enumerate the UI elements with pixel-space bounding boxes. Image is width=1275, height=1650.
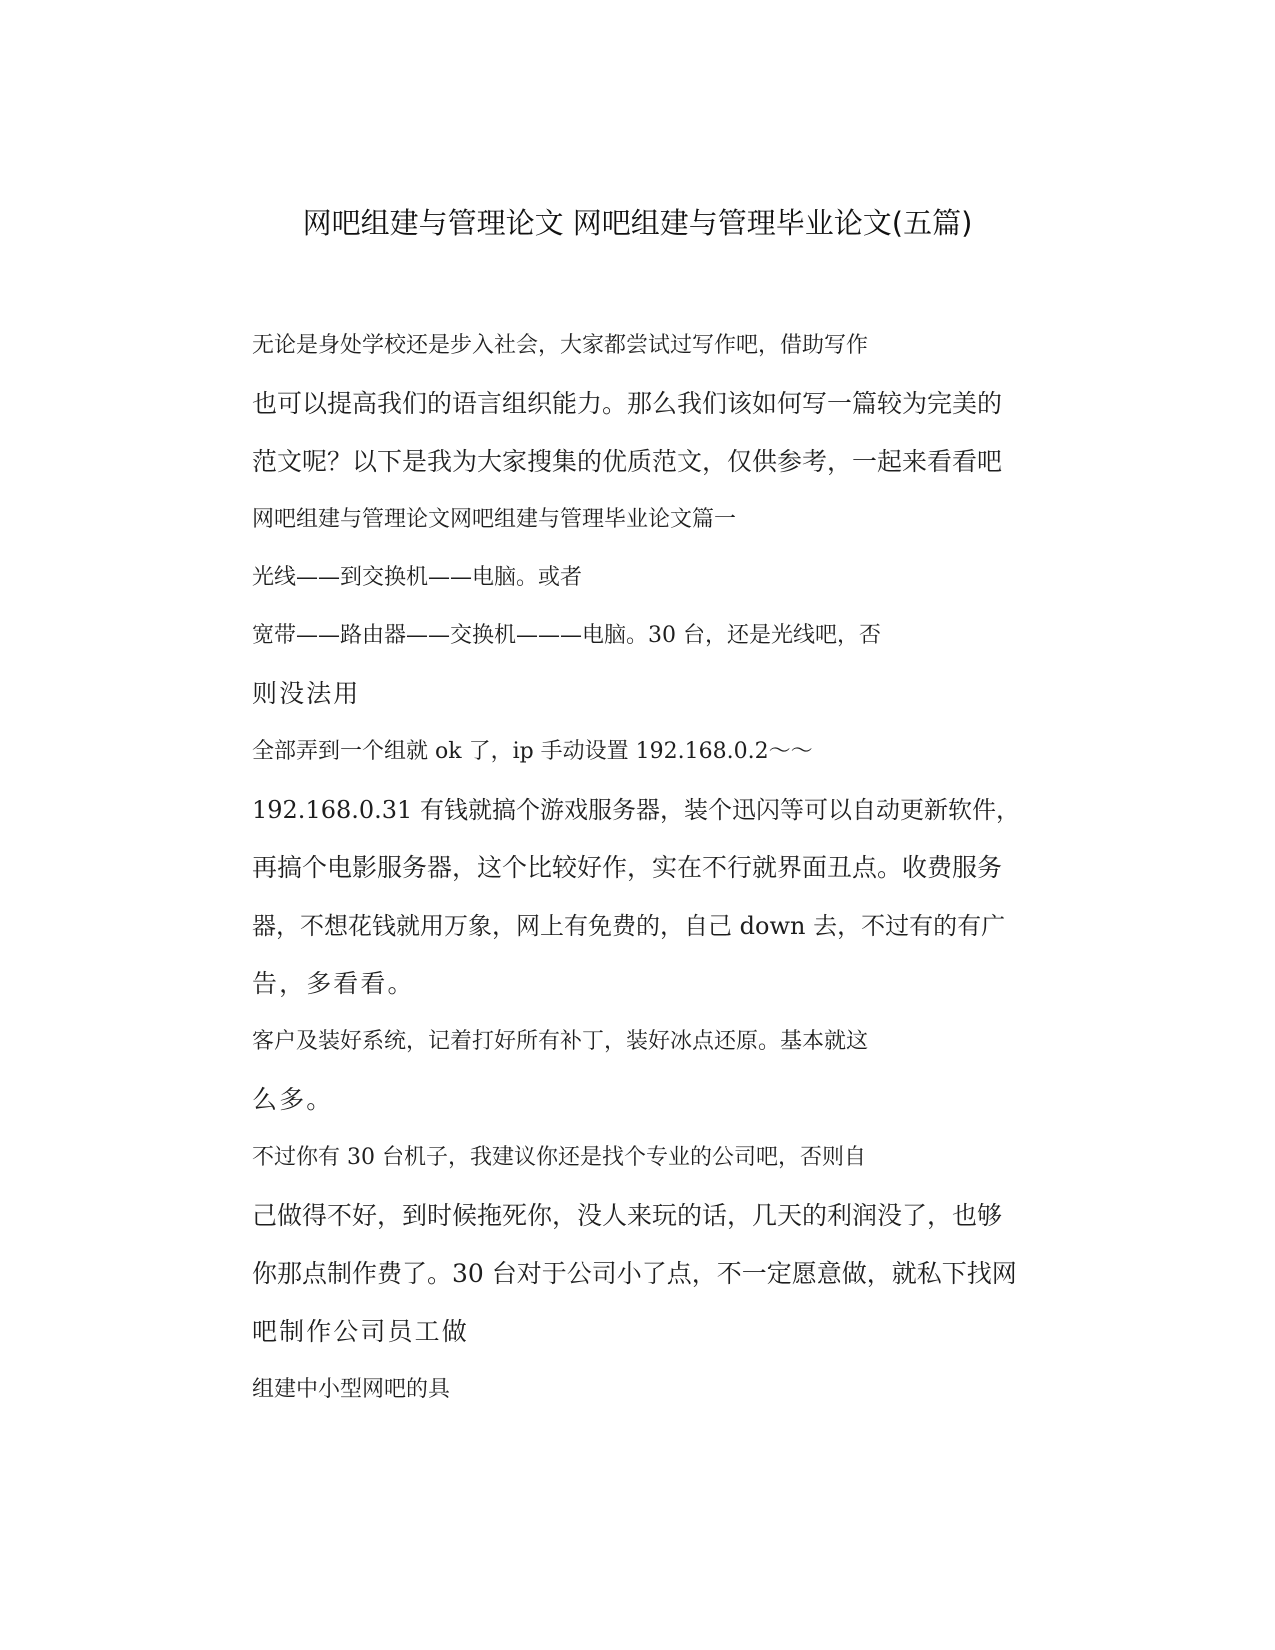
text-line: 则没法用: [252, 679, 361, 708]
paragraph: [180, 491, 1030, 549]
text-line: 全部弄到一个组就 ok 了，ip 手动设置 192.168.0.2～～: [252, 739, 813, 764]
text-line: 再搞个电影服务器，这个比较好作，实在不行就界面丑点。收费服务: [252, 853, 1003, 882]
text-line: 你那点制作费了。30 台对于公司小了点，不一定愿意做，就私下找网: [252, 1259, 1017, 1288]
text-line: 么多。: [252, 1085, 334, 1114]
text-line: 无论是身处学校还是步入社会，大家都尝试过写作吧，借助写作: [252, 333, 869, 358]
text-line: 范文呢？以下是我为大家搜集的优质范文，仅供参考，一起来看看吧: [252, 447, 1003, 476]
text-line: 网吧组建与管理论文网吧组建与管理毕业论文篇一: [252, 507, 737, 532]
text-line: 组建中小型网吧的具: [252, 1377, 451, 1402]
paragraph: [180, 317, 1030, 491]
text-line: 光线——到交换机——电脑。或者: [252, 565, 583, 590]
text-line: 吧制作公司员工做: [252, 1317, 469, 1346]
text-line: 客户及装好系统，记着打好所有补丁，装好冰点还原。基本就这: [252, 1029, 869, 1054]
text-line: 己做得不好，到时候拖死你，没人来玩的话，几天的利润没了，也够: [252, 1201, 1003, 1230]
paragraph: [180, 1361, 1030, 1419]
paragraph: [180, 723, 1030, 1013]
text-line: 192.168.0.31 有钱就搞个游戏服务器，装个迅闪等可以自动更新软件，: [252, 796, 1020, 824]
paragraph: [180, 1013, 1030, 1129]
text-line: 告，多看看。: [252, 969, 415, 998]
text-line: 不过你有 30 台机子，我建议你还是找个专业的公司吧，否则自: [252, 1145, 866, 1170]
document-body: [180, 317, 1030, 1419]
text-line: 也可以提高我们的语言组织能力。那么我们该如何写一篇较为完美的: [252, 389, 1003, 418]
paragraph: [180, 1129, 1030, 1361]
paragraph: [180, 549, 1030, 607]
document-title: 网吧组建与管理论文 网吧组建与管理毕业论文(五篇): [302, 206, 973, 240]
text-line: 器，不想花钱就用万象，网上有免费的，自己 down 去，不过有的有广: [252, 912, 1006, 940]
paragraph: [180, 607, 1030, 723]
text-line: 宽带——路由器——交换机———电脑。30 台，还是光线吧，否: [252, 623, 881, 648]
